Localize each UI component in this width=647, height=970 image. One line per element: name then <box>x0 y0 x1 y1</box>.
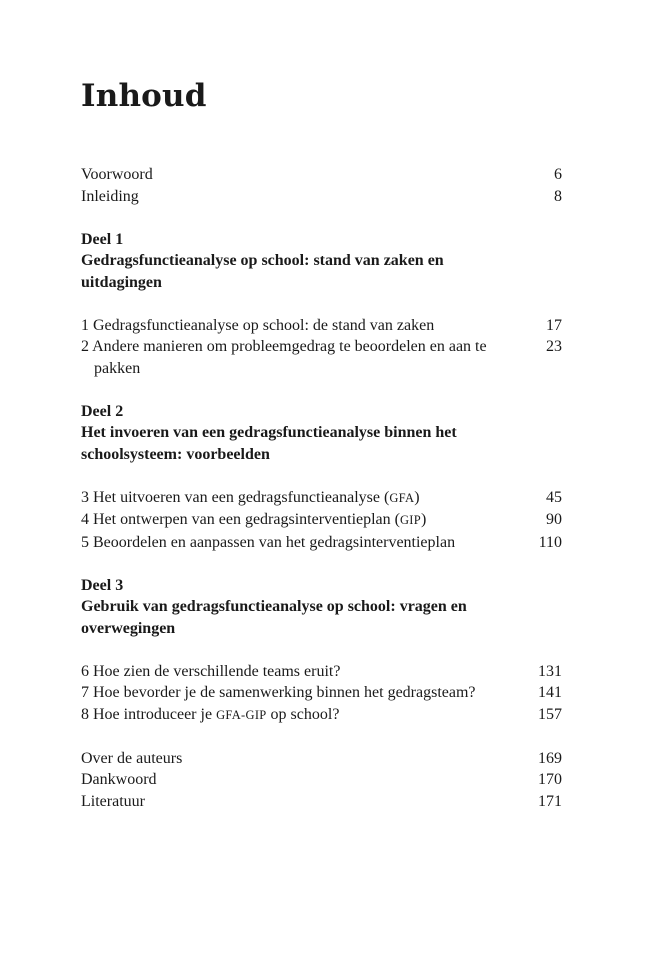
entry-title: Over de auteurs <box>81 749 183 767</box>
entry-title: 5 Beoordelen en aanpassen van het gedragsinterventieplan <box>81 533 456 551</box>
part-1 <box>81 229 562 294</box>
toc-entry-chapter-2[interactable] <box>81 336 562 379</box>
page-number: 45 <box>546 488 562 506</box>
toc-entry-inleiding[interactable] <box>81 186 562 208</box>
entry-title: Dankwoord <box>81 771 157 788</box>
part-2 <box>81 401 562 466</box>
toc-entry-over-de-auteurs[interactable] <box>81 748 562 770</box>
entry-title: 8 Hoe introduceer je GFA-GIP op school? <box>81 705 340 723</box>
toc-entry-chapter-5[interactable] <box>81 532 562 554</box>
toc-entry-voorwoord[interactable] <box>81 164 562 186</box>
part-title: Het invoeren van een gedragsfunctieanalyse binnen het schoolsysteem: voorbeelden <box>81 424 457 463</box>
page-number: 141 <box>538 684 562 701</box>
entry-title: Inleiding <box>81 187 139 205</box>
toc-entry-chapter-4[interactable] <box>81 509 562 532</box>
page-number: 169 <box>538 749 562 767</box>
part-2-chapters <box>81 487 562 554</box>
part-label: Deel 3 <box>81 576 124 594</box>
back-matter <box>81 748 562 813</box>
toc-entry-literatuur[interactable] <box>81 791 562 813</box>
entry-title: 6 Hoe zien de verschillende teams eruit? <box>81 662 341 680</box>
table-of-contents <box>81 164 562 812</box>
entry-title: 3 Het uitvoeren van een gedragsfunctieanalyse (GFA) <box>81 488 420 506</box>
part-3 <box>81 575 562 640</box>
entry-title: Literatuur <box>81 792 145 810</box>
entry-title: 1 Gedragsfunctieanalyse op school: de stand van zaken <box>81 316 435 334</box>
toc-entry-chapter-3[interactable] <box>81 487 562 510</box>
entry-title: Voorwoord <box>81 166 153 183</box>
part-3-chapters <box>81 661 562 727</box>
page-number: 8 <box>554 187 562 205</box>
page-number: 17 <box>546 316 562 334</box>
entry-title: 7 Hoe bevorder je de samenwerking binnen het gedragsteam? <box>81 684 476 701</box>
part-label: Deel 2 <box>81 402 124 420</box>
toc-entry-chapter-8[interactable] <box>81 704 562 727</box>
page-number: 171 <box>538 792 562 810</box>
toc-entry-chapter-7[interactable] <box>81 682 562 704</box>
part-1-chapters <box>81 315 562 380</box>
part-title: Gebruik van gedragsfunctieanalyse op school: vragen en overwegingen <box>81 598 467 637</box>
abbreviation: GIP <box>399 513 422 527</box>
page-number: 90 <box>546 511 562 528</box>
part-title: Gedragsfunctieanalyse op school: stand van zaken en uitdagingen <box>81 252 444 291</box>
front-matter <box>81 164 562 207</box>
entry-title: 2 Andere manieren om probleemgedrag te beoordelen en aan te pakken <box>81 338 487 377</box>
entry-title: 4 Het ontwerpen van een gedragsinterventieplan (GIP) <box>81 511 427 528</box>
page-number: 110 <box>538 533 562 551</box>
page-number: 23 <box>546 338 562 355</box>
page-number: 170 <box>538 771 562 788</box>
part-label: Deel 1 <box>81 230 124 248</box>
abbreviation: GFA <box>389 490 415 505</box>
page-number: 6 <box>554 166 562 183</box>
toc-entry-chapter-6[interactable] <box>81 661 562 683</box>
toc-entry-chapter-1[interactable] <box>81 315 562 337</box>
page-number: 157 <box>538 705 562 723</box>
abbreviation: GFA-GIP <box>216 707 267 722</box>
page-title: Inhoud <box>81 78 207 114</box>
page-number: 131 <box>538 662 562 680</box>
toc-entry-dankwoord[interactable] <box>81 769 562 791</box>
